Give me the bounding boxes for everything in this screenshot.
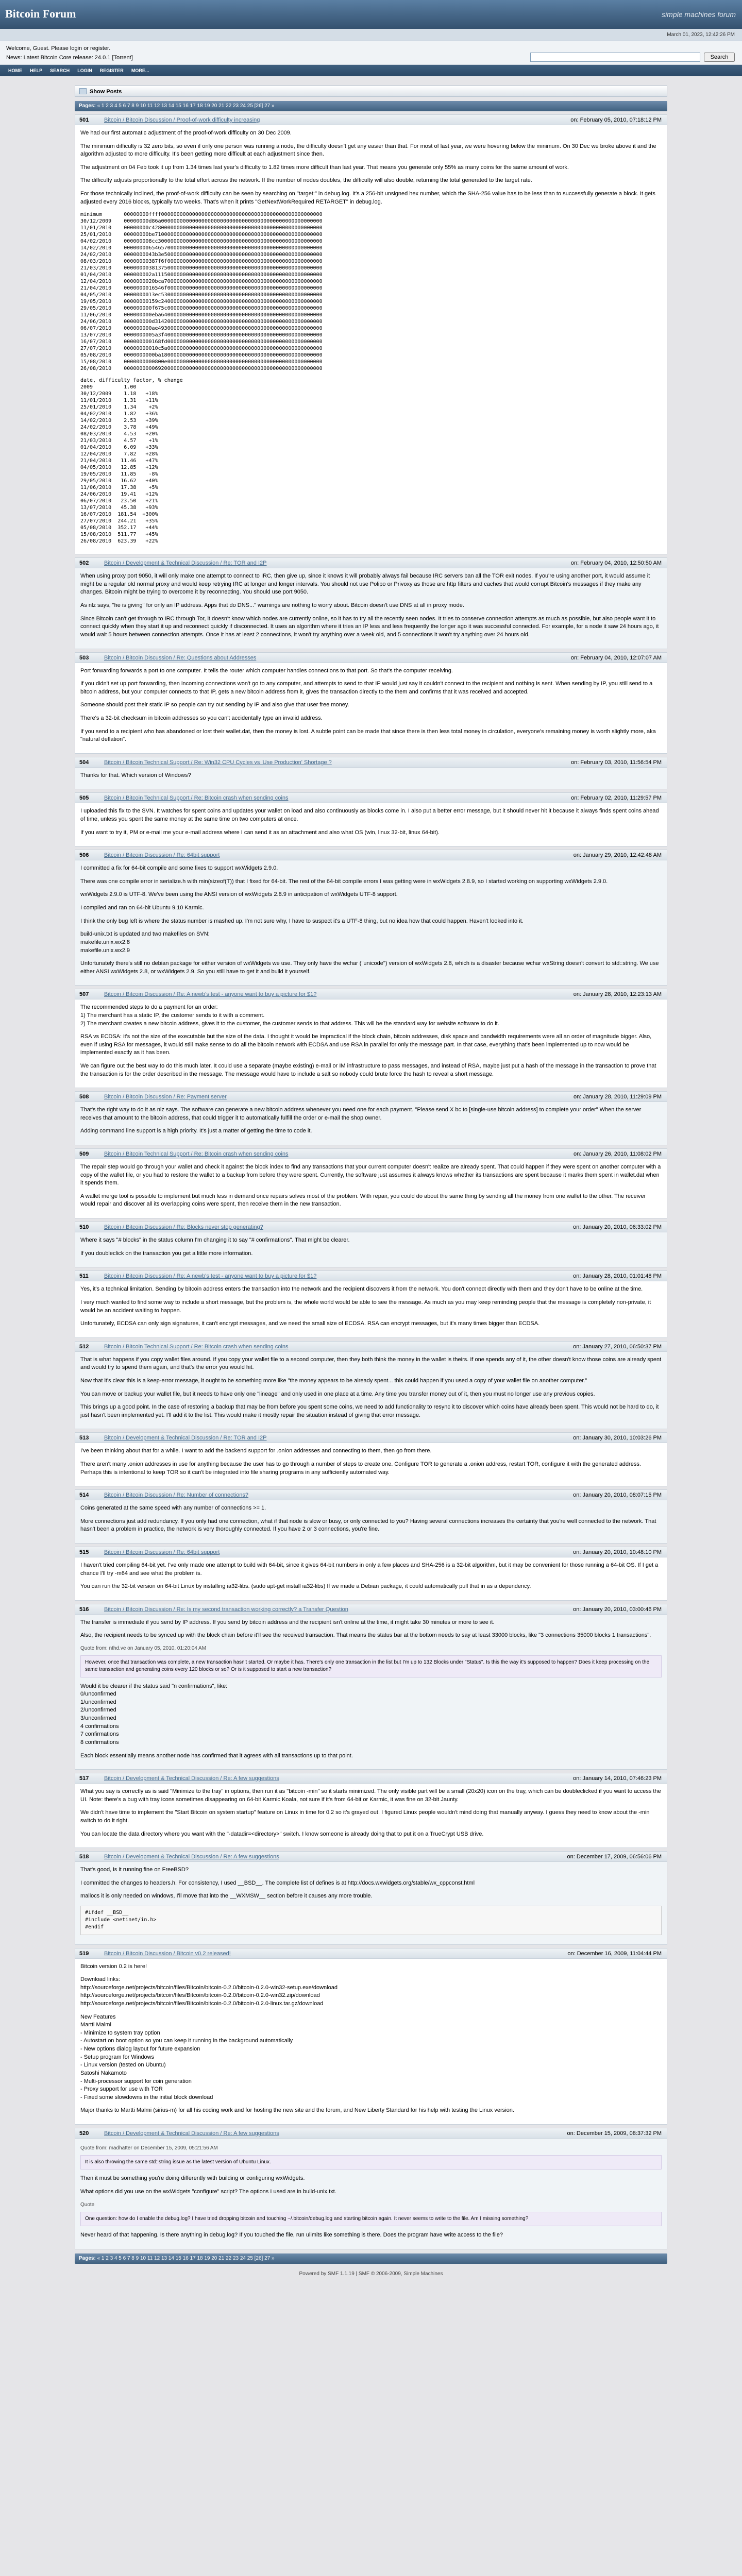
post-date: on: December 16, 2009, 11:04:44 PM [567,1950,662,1957]
page-links[interactable]: « 1 2 3 4 5 6 7 8 9 10 11 12 13 14 15 16 17 18 19 20 21 22 23 24 25 [26] 27 » [97,103,275,109]
post-breadcrumb[interactable]: Bitcoin / Development & Technical Discussion / Re: TOR and I2P [104,560,267,567]
post [75,989,667,1088]
quote-block: It is also throwing the same std::string issue as the latest version of Ubuntu Linux. [80,2155,662,2170]
posts-icon [79,88,87,94]
post-paragraph: I uploaded this fix to the SVN. It watches for spent coins and updates your wallet on load and also continuously as blocks come in. I also put a better error message, but it should never hit it because it always finds spent coins ahead of time, unless you spent the same money at the same time on two computers at once. [80,808,659,823]
post-body [75,1862,667,1944]
quote-header: Quote from: nthd.ve on January 05, 2010, 01:20:04 AM [80,1646,207,1652]
post-breadcrumb[interactable]: Bitcoin / Bitcoin Discussion / Proof-of-work difficulty increasing [104,117,260,123]
post-date: on: December 17, 2009, 06:56:06 PM [567,1854,662,1860]
post-paragraph: The difficulty adjusts proportionally to the total effort across the network. If the number of nodes doubles, the difficulty will also double, returning the total generated to the target rate. [80,177,532,184]
post-body [75,1784,667,1848]
post [75,1948,667,2125]
post-date: on: January 29, 2010, 12:42:48 AM [573,852,662,859]
post-header [75,1773,667,1784]
post-body [75,1352,667,1429]
post-breadcrumb[interactable]: Bitcoin / Bitcoin Discussion / Bitcoin v0.2 released! [104,1950,231,1957]
post-paragraph: I've been thinking about that for a while. I want to add the backend support for .onion addresses and connecting to them, then go from there. [80,1448,432,1454]
post-body [75,568,667,648]
post-paragraph: Then it must be something you're doing differently with building or configuring wxWidgets. [80,2175,305,2182]
post-paragraph: For those technically inclined, the proof-of-work difficulty can be seen by searching on "target:" in debug.log. It's a 256-bit unsigned hex number, which the SHA-256 value has to be less than to successfully generate a block. It gets adjusted every 2016 blocks, typically two weeks. That's when it prints "GetNextWorkRequired RETARGET" in debug.log. [80,191,655,205]
welcome-text: Welcome, Guest. Please login or register. [6,45,111,52]
post-paragraph: Port forwarding forwards a port to one computer. It tells the router which computer handles connections to that port. So that's the computer receiving. [80,667,453,674]
post-header [75,1342,667,1352]
post-paragraph: Now that it's clear this is a keep-error message, it ought to be something more like "the money appears to be already spent... this could happen if you used a copy of your wallet file on another computer." [80,1377,587,1384]
post-number: 511 [79,1273,89,1280]
post-paragraph: That's the right way to do it as nlz says. The software can generate a new bitcoin address whenever you need one for each payment. "Please send X bc to [single-use bitcoin address] to complete your order" When the server receives that amount to the bitcoin address, that could trigger it to automatically fulfill the order or e-mail the shop owner. [80,1107,642,1121]
forum-name[interactable]: Bitcoin Forum [5,7,76,20]
post-number: 510 [79,1224,89,1231]
post-paragraph: Never heard of that happening. Is there anything in debug.log? If you touched the file, run ulimits like something is there. Does the program have write access to the file? [80,2231,503,2238]
news-text: News: Latest Bitcoin Core release: 24.0.1 [Torrent] [6,55,133,61]
post-number: 507 [79,991,89,998]
post-date: on: January 26, 2010, 11:08:02 PM [573,1151,662,1158]
post-breadcrumb[interactable]: Bitcoin / Bitcoin Discussion / Re: Number of connections? [104,1492,249,1499]
post-paragraph: What options did you use on the wxWidgets "configure" script? The options I used are in build-unix.txt. [80,2188,336,2195]
post-header [75,1948,667,1959]
post-header [75,115,667,125]
post [75,792,667,846]
post-breadcrumb[interactable]: Bitcoin / Bitcoin Technical Support / Re: Bitcoin crash when sending coins [104,1151,289,1158]
post-paragraph: Would it be clearer if the status said "n confirmations", like: 0/unconfirmed 1/unconfirmed 2/unconfirmed 3/unconfirmed 4 confirmations 7 confirmations 8 confirmations [80,1683,228,1745]
post-paragraph: Major thanks to Martti Malmi (sirius-m) for all his coding work and for hosting the new site and the forum, and New Liberty Standard for his help with testing the Linux version. [80,2107,514,2114]
post-number: 514 [79,1492,89,1499]
post-header [75,1547,667,1557]
post-date: on: January 20, 2010, 06:33:02 PM [573,1224,662,1231]
post-breadcrumb[interactable]: Bitcoin / Development & Technical Discussion / Re: TOR and I2P [104,1435,267,1442]
post-breadcrumb[interactable]: Bitcoin / Bitcoin Technical Support / Re: Bitcoin crash when sending coins [104,795,289,802]
post-breadcrumb[interactable]: Bitcoin / Bitcoin Discussion / Re: A newb's test - anyone want to buy a picture for $1? [104,1273,317,1280]
post-number: 518 [79,1854,89,1860]
post-number: 517 [79,1775,89,1782]
post-number: 506 [79,852,89,859]
post-paragraph: RSA vs ECDSA: it's not the size of the executable but the size of the data. I thought it would be impractical if the block chain, bitcoin addresses, disk space and bandwidth requirements were all an order of magnitude bigger. Also, even if using RSA for messages, it would still make sense to do all the bitcoin network with ECDSA and use RSA in parallel for only the message part. In that case, everything that's been implemented up to now would be implemented exactly as it has been. [80,1033,652,1056]
post-paragraph: I committed the changes to headers.h. For consistency, I used __BSD__. The complete list of defines is at http://docs.wxwidgets.org/stable/wx_cppconst.html [80,1879,475,1886]
post-header [75,653,667,663]
post-number: 519 [79,1950,89,1957]
post-paragraph: If you send to a recipient who has abandoned or lost their wallet.dat, then the money is lost. A subtle point can be made that since there is then less total money in circulation, everyone's remaining money is worth slightly more, aka "natural deflation". [80,728,656,743]
post-body [75,1500,667,1543]
post-date: on: January 28, 2010, 11:29:09 PM [573,1094,662,1100]
post-breadcrumb[interactable]: Bitcoin / Development & Technical Discussion / Re: A few suggestions [104,2130,279,2137]
post [75,850,667,986]
current-date: March 01, 2023, 12:42:26 PM [667,32,735,38]
post [75,1773,667,1848]
post-paragraph: I haven't tried compiling 64-bit yet. I've only made one attempt to build with 64-bit, since it gives 64-bit numbers in only a few places and SHA-256 is a 32-bit algorithm, but it may be convenient for those running a 64-bit OS. If I get a chance I'll try -m64 and see what the problem is. [80,1562,659,1577]
post-body [75,125,667,554]
post-body [75,803,667,846]
post-header [75,1271,667,1281]
post-paragraph: If you want to try it, PM or e-mail me your e-mail address where I can send it as an attachment and also what OS (win, linux 32-bit, linux 64-bit). [80,829,440,836]
difficulty-targets: minimum 00000000ffff0000000000000000000000000000000000000000000000000000 30/12/2009 00000000d86a0000000000000000000000000000000000000000000000000000 11/01/2010 00000000c4280000000000000000000000000000000000000000000000000000 25/01/2010 00000000be710000000000000000000000000000000000000000000000000000 04/02/2010 000000008cc30000000000000000000000000000000000000000000000000000 14/02/2010 0000000065465700000000000000000000000000000000000000000000000000 24/02/2010 0000000043b3e500000000000000000000000000000000000000000000000000 08/03/2010 00000000387f6f00000000000000000000000000000000000000000000000000 21/03/2010 0000000038137500000000000000000000000000000000000000000000000000 01/04/2010 000000002a111500000000000000000000000000000000000000000000000000 12/04/2010 0000000020bca700000000000000000000000000000000000000000000000000 21/04/2010 0000000016546f00000000000000000000000000000000000000000000000000 04/05/2010 0000000013ec5300000000000000000000000000000000000000000000000000 19/05/2010 00000000159c2400000000000000000000000000000000000000000000000000 29/05/2010 000000000f675c00000000000000000000000000000000000000000000000000 11/06/2010 000000000eba6400000000000000000000000000000000000000000000000000 24/06/2010 000000000d314200000000000000000000000000000000000000000000000000 06/07/2010 000000000ae49300000000000000000000000000000000000000000000000000 13/07/2010 0000000005a3f400000000000000000000000000000000000000000000000000 16/07/2010 000000000168fd00000000000000000000000000000000000000000000000000 27/07/2010 00000000010c5a00000000000000000000000000000000000000000000000000 05/08/2010 0000000000ba1800000000000000000000000000000000000000000000000000 15/08/2010 0000000000800e00000000000000000000000000000000000000000000000000 26/08/2010 0000000000692000000000000000000000000000000000000000000000000000 [80,212,323,372]
code-block: #ifdef __BSD__ #include <netinet/in.h> #endif [80,1906,662,1935]
post-paragraph: Unfortunately, ECDSA can only sign signatures, it can't encrypt messages, and we need the small size of ECDSA. RSA can encrypt messages, but it's many times bigger than ECDSA. [80,1320,540,1327]
post-paragraph: Each block essentially means another node has confirmed that it agrees with all transactions up to that point. [80,1752,353,1759]
post-body [75,2139,667,2249]
quote-block: One question: how do I enable the debug.log? I have tried dropping bitcoin and touching ~/.bitcoin/debug.log and starting bitcoin again. It never seems to write to the file. Am I missing something? [80,2212,662,2226]
post-paragraph: Adding command line support is a high priority. It's just a matter of getting the time to code it. [80,1128,312,1134]
smf-logo: simple machines forum [662,10,736,19]
post-date: on: January 28, 2010, 12:23:13 AM [573,991,662,998]
post-paragraph: I compiled and ran on 64-bit Ubuntu 9.10 Karmic. [80,905,204,911]
post-date: on: February 02, 2010, 11:29:57 PM [571,795,662,802]
post-header [75,558,667,568]
post-paragraph: Someone should post their static IP so people can try out sending by IP and also give that user free money. [80,702,349,708]
post-paragraph: This brings up a good point. In the case of restoring a backup that may be from before you spent some coins, we need to add functionality to resync it to discover which coins have already been spent. This would not be hard to do, it just hasn't been implemented yet. I'll add it to the list. This would make it mostly repair the situation instead of giving that error message. [80,1404,659,1418]
post-header [75,793,667,803]
post-paragraph: A wallet merge tool is possible to implement but much less in demand once repairs solves most of the problem. With repair, you could do about the same thing by sending all the money from one wallet to the other. The receiver would repair and discover all its overlapping coins were spent, then receive them in the new transaction. [80,1193,646,1208]
pager-bottom: Pages: « 1 2 3 4 5 6 7 8 9 10 11 12 13 14 15 16 17 18 19 20 21 22 23 24 25 [26] 27 » [75,2253,667,2264]
date-bar [0,29,742,41]
post-paragraph: You can run the 32-bit version on 64-bit Linux by installing ia32-libs. (sudo apt-get install ia32-libs) If we made a Debian package, it could automatically pull that in as a dependency. [80,1583,531,1590]
post-date: on: February 04, 2010, 12:07:07 AM [570,654,662,661]
post-paragraph: New Features Martti Malmi - Minimize to system tray option - Autostart on boot option so you can keep it running in the background automatically - New options dialog layout for future expansion - Setup program for Windows - Linux version (tested on Ubuntu) Satoshi Nakamoto - Multi-processor support for coin generation - Proxy support for use with TOR - Fixed some slowdowns in the initial block download [80,2013,293,2100]
post [75,1547,667,1601]
post [75,557,667,649]
post-paragraph: Download links: http://sourceforge.net/projects/bitcoin/files/Bitcoin/bitcoin-0.2.0/bitcoin-0.2.0-win32-setup.exe/download http://sourceforge.net/projects/bitcoin/files/Bitcoin/bitcoin-0.2.0/bitcoin-0.2.0-win32.zip/download http://sourceforge.net/projects/bitcoin/files/Bitcoin/bitcoin-0.2.0/bitcoin-0.2.0-linux.tar.gz/download [80,1976,338,2007]
post-date: on: January 28, 2010, 01:01:48 PM [573,1273,662,1280]
post-date: on: January 20, 2010, 10:48:10 PM [573,1549,662,1556]
post [75,1270,667,1337]
post [75,1091,667,1145]
post-breadcrumb[interactable]: Bitcoin / Development & Technical Discussion / Re: A few suggestions [104,1775,279,1782]
menu-login[interactable]: LOGIN [77,68,92,73]
post-header [75,1149,667,1159]
post-paragraph: The minimum difficulty is 32 zero bits, so even if only one person was running a node, the difficulty doesn't get any easier than that. For most of last year, we were hovering below the minimum. On 30 Dec we broke above it and the algorithm adjusted to more difficulty. It's been getting more difficult at each adjustment since then. [80,143,656,158]
post-body [75,999,667,1088]
menu-register[interactable]: REGISTER [99,68,124,73]
post-paragraph: wxWidgets 2.9.0 is UTF-8. We've been using the ANSI version of wxWidgets 2.8.9 in anticipation of wxWidgets UTF-8 support. [80,891,398,898]
post [75,1489,667,1544]
post-number: 503 [79,654,89,661]
quote-header: Quote [80,2201,95,2208]
post-header [75,1092,667,1102]
post-breadcrumb[interactable]: Bitcoin / Bitcoin Technical Support / Re: Bitcoin crash when sending coins [104,1343,289,1350]
post-paragraph: You can locate the data directory where you want with the "-datadir=<directory>" switch. I know someone is already doing that to put it on a TrueCrypt USB drive. [80,1831,484,1837]
post-paragraph: You can move or backup your wallet file, but it needs to have only one "lineage" and only used in one place at a time. Any time you transfer money out of it, then you must no longer use any previous copies. [80,1391,595,1397]
page-links[interactable]: « 1 2 3 4 5 6 7 8 9 10 11 12 13 14 15 16 17 18 19 20 21 22 23 24 25 [26] 27 » [97,2255,275,2261]
post-header [75,1604,667,1615]
post-date: on: February 04, 2010, 12:50:50 AM [570,560,662,567]
post-header [75,1490,667,1500]
post-body [75,1443,667,1486]
post-paragraph: That's good, is it running fine on FreeBSD? [80,1867,189,1873]
search-area [530,53,735,62]
post-paragraph: The repair step would go through your wallet and check it against the block index to find any transactions that your current computer doesn't realize are already spent. That could happen if they were spent on another computer with a copy of the wallet file, or you had to restore the wallet to a backup from before they were spent. Currently, the software just assumes it always knows whether its transactions are spent because it marks them spent in wallet.dat when it spends them. [80,1164,661,1187]
post-number: 520 [79,2130,89,2137]
post [75,652,667,754]
post [75,1148,667,1218]
post-number: 501 [79,117,89,123]
post-paragraph: The adjustment on 04 Feb took it up from 1.34 times last year's difficulty to 1.82 times more difficult than last year. That means you generate only 55% as many coins for the same amount of work. [80,164,569,171]
footer: Powered by SMF 1.1.19 | SMF © 2006-2009, Simple Machines [299,2270,443,2277]
post-paragraph: There's a 32-bit checksum in bitcoin addresses so you can't accidentally type an invalid address. [80,715,323,721]
post-body [75,1232,667,1267]
post-number: 509 [79,1151,89,1158]
post-paragraph: If you doubleclick on the transaction you get a little more information. [80,1250,253,1257]
post-paragraph: We had our first automatic adjustment of the proof-of-work difficulty on 30 Dec 2009. [80,130,292,136]
post-number: 513 [79,1435,89,1442]
menu-help[interactable]: HELP [30,68,43,73]
post-paragraph: That is what happens if you copy wallet files around. If you copy your wallet file to a second computer, then they both think the money in the wallet is theirs. If one spends any of it, the other doesn't know those coins are already spent and would try to spend them again, and that's the error you would hit. [80,1356,662,1371]
post-header [75,1852,667,1862]
post-paragraph: The transfer is immediate if you send by IP address. If you send by bitcoin address and the recipient isn't online at the time, it might take 30 minutes or more to see it. [80,1619,495,1625]
forum-header [0,0,742,29]
post-paragraph: When using proxy port 9050, it will only make one attempt to connect to IRC, then give up, since it knows it will probably always fail because IRC servers ban all the TOR exit nodes. If you're using another port, it would assume it might be a regular old normal proxy and would keep retrying IRC at longer and longer intervals. You should not use Polipo or Privoxy as those are http filters and caches that would corrupt Bitcoin's messages if they make any changes. Bitcoin might be trying to overcome it by reconnecting. You should use port 9050. [80,573,650,596]
quote-header: Quote from: madhatter on December 15, 2009, 05:21:56 AM [80,2145,218,2151]
post-header [75,989,667,999]
post-paragraph: Unfortunately there's still no debian package for either version of wxWidgets we use. They only have the wchar ("unicode") version of wxWidgets 2.8, which is a disaster because wchar wxString doesn't convert to std::string. We use either ANSI wxWidgets 2.8, or wxWidgets 2.9. So you still have to get it and build it yourself. [80,960,659,975]
post-paragraph: Since Bitcoin can't get through to IRC through Tor, it doesn't know which nodes are currently online, so it has to try all the recently seen nodes. It tries to conserve connection attempts as much as possible, but also people want it to connect quickly when they start it up and reconnect quickly if disconnected. It uses an algorithm where it tries an IP less and less frequently the longer ago it was successful connected. For example, for a node it saw 24 hours ago, it would wait 5 hours between connection attempts. Once it has at least 2 connections, it won't try anything over a week old, and 5 connections it won't try anything over 24 hours old. [80,615,659,638]
post-body [75,860,667,985]
post-paragraph: build-unix.txt is updated and two makefiles on SVN: makefile.unix.wx2.8 makefile.unix.wx2.9 [80,931,210,954]
post-paragraph: As nlz says, "he is giving" for only an IP address. Apps that do DNS..." warnings are nothing to worry about. Bitcoin doesn't use DNS at all in proxy mode. [80,602,464,609]
main-menu [0,65,742,76]
post-body [75,1102,667,1145]
post-paragraph: There was one compile error in serialize.h with min(sizeof(T)) that I fixed for 64-bit. The rest of the 64-bit compile errors I was getting were in wxWidgets 2.8.9, so I started working on supporting wxWidgets 2.9.0. [80,878,608,885]
user-bar [0,41,742,65]
post-breadcrumb[interactable]: Bitcoin / Bitcoin Discussion / Re: A newb's test - anyone want to buy a picture for $1? [104,991,317,998]
post-paragraph: What you say is correctly as is said "Minimize to the tray" in options, then run it as "bitcoin -min" so it starts minimized. The only visible part will be a small (20x20) icon on the tray, which can be doubleclicked if you want to access the UI. Note: there's a bug with tray icons sometimes disappearing on 64-bit Karmic Koala, not sure if it's from 64-bit or Karmic, it was fine on 32-bit Jaunty. [80,1788,661,1803]
post-header [75,2128,667,2139]
post [75,114,667,554]
menu-search[interactable]: SEARCH [50,68,70,73]
post-paragraph: We didn't have time to implement the "Start Bitcoin on system startup" feature on Linux in time for 0.2 so it's grayed out. I figured Linux people wouldn't mind doing that manually anyway. I guess they need to know about the -min switch to do it right. [80,1809,650,1824]
post-breadcrumb[interactable]: Bitcoin / Bitcoin Discussion / Re: Blocks never stop generating? [104,1224,263,1231]
post [75,1851,667,1944]
post-header [75,850,667,860]
search-button[interactable]: Search [704,53,735,62]
post-breadcrumb[interactable]: Bitcoin / Development & Technical Discussion / Re: A few suggestions [104,1854,279,1860]
pager-top: Pages: « 1 2 3 4 5 6 7 8 9 10 11 12 13 14 15 16 17 18 19 20 21 22 23 24 25 [26] 27 » [75,101,667,111]
post-number: 504 [79,759,89,766]
post-body [75,1959,667,2124]
post-paragraph: Where it says "# blocks" in the status column I'm changing it to say "# confirmations". That might be clearer. [80,1237,350,1244]
post-number: 515 [79,1549,89,1556]
post [75,1341,667,1430]
post-paragraph: We can figure out the best way to do this much later. It could use a separate (maybe existing) e-mail or IM infrastructure to pass messages, and instead of RSA, maybe just put a hash of the message in the transaction to prove that the transaction is for the order described in the message. The message would have to include a salt so nobody could brute force the hash to reveal a short message. [80,1062,656,1077]
post-breadcrumb[interactable]: Bitcoin / Bitcoin Discussion / Re: Questions about Addresses [104,654,257,661]
post-paragraph: If you didn't set up port forwarding, then incoming connections won't go to any computer, and attempts to send to that IP would just say it couldn't connect to the recipient and nothing is sent. When sending by IP, you still send to a bitcoin address, but your computer connects to that IP, gets a new bitcoin address from it, gives the transaction directly to the them and confirms that it was received and accepted. [80,681,653,695]
post-list [75,114,667,2249]
post [75,757,667,790]
post-number: 512 [79,1343,89,1350]
post-paragraph: Thanks for that. Which version of Windows? [80,772,191,778]
post-date: on: February 03, 2010, 11:56:54 PM [571,759,662,766]
post-paragraph: Also, the recipient needs to be synced up with the block chain before it'll see the received transaction. That means the status bar at the bottom needs to say at least 33000 blocks, like "3 connections 35000 blocks 1 transactions". [80,1632,651,1639]
post [75,1432,667,1486]
search-input[interactable] [530,53,700,62]
post-number: 502 [79,560,89,567]
post [75,2128,667,2249]
post-breadcrumb[interactable]: Bitcoin / Bitcoin Discussion / Re: Payment server [104,1094,227,1100]
post-paragraph: mallocs it is only needed on windows, I'll move that into the __WXMSW__ section before it causes any more trouble. [80,1893,373,1900]
post-body [75,663,667,753]
post-body [75,1557,667,1600]
post [75,1222,667,1267]
post-header [75,1433,667,1443]
post-paragraph: More connections just add redundancy. If you only had one connection, what if that node is slow or busy, or only connected to you? Having several connections increases the certainty that you're well connected to the network. That hasn't been a problem in practice, the network is very thoroughly connected. If you have 2 or 3 connections, you're fine. [80,1518,656,1533]
post-paragraph: I committed a fix for 64-bit compile and some fixes to support wxWidgets 2.9.0. [80,865,278,872]
post-number: 508 [79,1094,89,1100]
post-number: 505 [79,795,89,802]
quote-block: However, once that transaction was complete, a new transaction hasn't started. Or maybe it has. There's only one transaction in the list but I'm up to 132 Blocks under "Status". Is this the way it's supposed to happen? Does it keep processing on the same transaction and generating coins every 120 blocks or so? Or is it supposed to start a new transaction? [80,1655,662,1677]
post-date: on: January 27, 2010, 06:50:37 PM [573,1343,662,1350]
menu-more[interactable]: MORE... [131,68,149,73]
post-date: on: January 20, 2010, 08:07:15 PM [573,1492,662,1499]
post-date: on: January 20, 2010, 03:00:46 PM [573,1606,662,1613]
post-header [75,757,667,768]
section-title: Show Posts [75,86,667,97]
post-paragraph: Yes, it's a technical limitation. Sending by bitcoin address enters the transaction into the network and the recipient discovers it from the network. You don't connect directly with them and they don't have to be online at the time. [80,1286,643,1293]
post-body [75,1615,667,1769]
post-paragraph: Coins generated at the same speed with any number of connections >= 1. [80,1505,266,1512]
content-container [75,86,667,2287]
post-breadcrumb[interactable]: Bitcoin / Bitcoin Discussion / Re: 64bit support [104,1549,220,1556]
post-breadcrumb[interactable]: Bitcoin / Bitcoin Discussion / Re: Is my second transaction working correctly? a Transfer Question [104,1606,348,1613]
post-breadcrumb[interactable]: Bitcoin / Bitcoin Technical Support / Re: Win32 CPU Cycles vs 'Use Production' Shortage ? [104,759,332,766]
menu-home[interactable]: HOME [8,68,22,73]
post-paragraph: I very much wanted to find some way to include a short message, but the problem is, the whole world would be able to see the message. As much as you may keep reminding people that the message is completely non-private, it would be an accident waiting to happen. [80,1299,651,1314]
post-header [75,1222,667,1232]
post-date: on: February 05, 2010, 07:18:12 PM [570,117,662,123]
post-breadcrumb[interactable]: Bitcoin / Bitcoin Discussion / Re: 64bit support [104,852,220,859]
post-body [75,768,667,789]
post-paragraph: Bitcoin version 0.2 is here! [80,1963,147,1970]
post-number: 516 [79,1606,89,1613]
post-paragraph: The recommended steps to do a payment for an order: 1) The merchant has a static IP, the customer sends to it with a comment. 2) The merchant creates a new bitcoin address, gives it to the customer, the customer sends to that address. This will be the standard way for website software to do it. [80,1004,499,1027]
post-paragraph: I think the only bug left is where the status number is mashed up. I'm not sure why, I have to suspect it's a UTF-8 thing, but no idea how that could happen. Haven't looked into it. [80,918,524,924]
post-body [75,1281,667,1337]
post-date: on: December 15, 2009, 08:37:32 PM [567,2130,662,2137]
post-paragraph: There aren't many .onion addresses in use for anything because the user has to go through a number of steps to create one. Configure TOR to generate a .onion address, restart TOR, configure it with the generated address. Perhaps this is intentional to keep TOR so it can't be integrated into file sharing programs in any sufficiently automated way. [80,1461,641,1476]
post [75,1604,667,1770]
post-date: on: January 30, 2010, 10:03:26 PM [573,1435,662,1442]
difficulty-factors: date, difficulty factor, % change 2009 1.00 30/12/2009 1.18 +18% 11/01/2010 1.31 +11% 25/01/2010 1.34 +2% 04/02/2010 1.82 +36% 14/02/2010 2.53 +39% 24/02/2010 3.78 +49% 08/03/2010 4.53 +20% 21/03/2010 4.57 +1% 01/04/2010 6.09 +33% 12/04/2010 7.82 +28% 21/04/2010 11.46 +47% 04/05/2010 12.85 +12% 19/05/2010 11.85 -8% 29/05/2010 16.62 +40% 11/06/2010 17.38 +5% 24/06/2010 19.41 +12% 06/07/2010 23.50 +21% 13/07/2010 45.38 +93% 16/07/2010 181.54 +300% 27/07/2010 244.21 +35% 05/08/2010 352.17 +44% 15/08/2010 511.77 +45% 26/08/2010 623.39 +22% [80,378,183,545]
post-body [75,1159,667,1218]
post-date: on: January 14, 2010, 07:46:23 PM [573,1775,662,1782]
